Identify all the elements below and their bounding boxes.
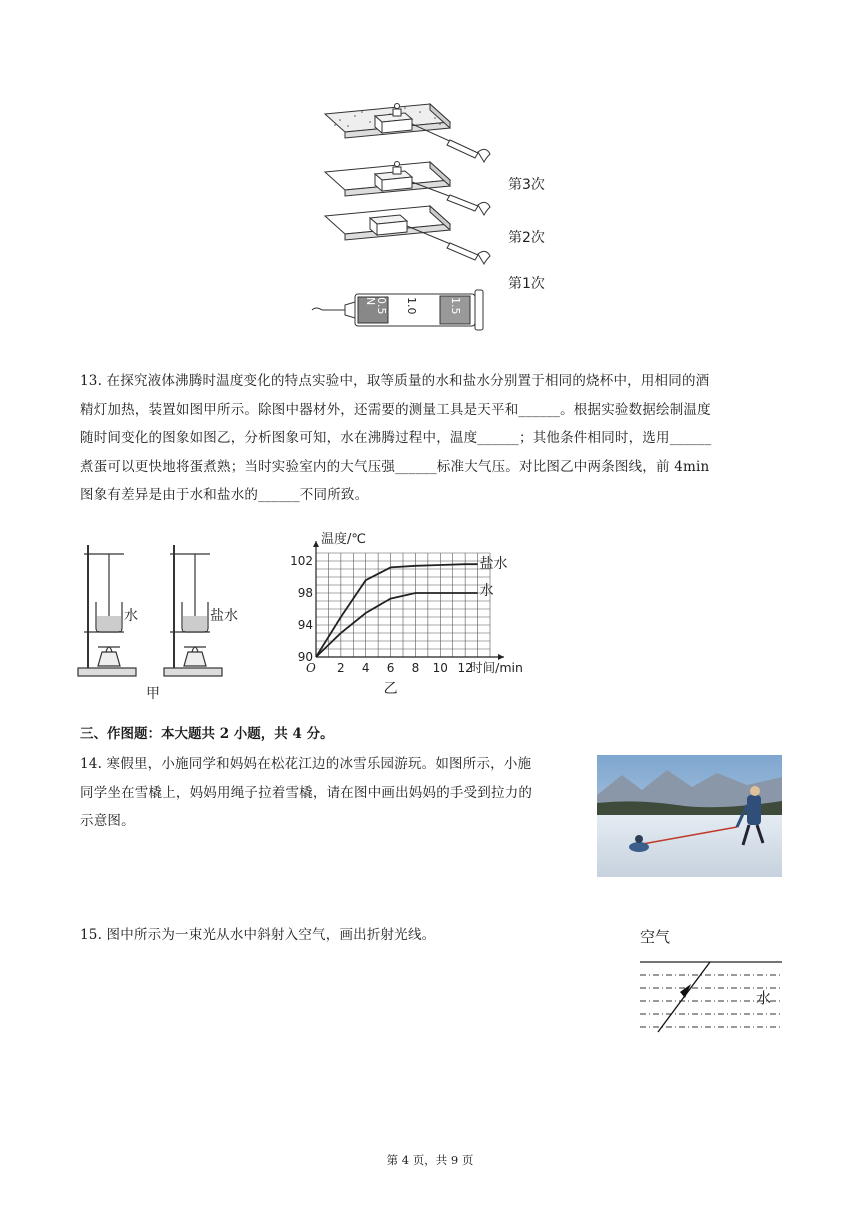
series-label: 盐水: [479, 556, 508, 573]
series-line-saltwater: [316, 564, 478, 657]
question-14: [80, 750, 590, 836]
scale-mark-1.0: 1.0: [405, 297, 418, 315]
figure-yi-caption: 乙: [383, 681, 398, 697]
series-label: 水: [479, 583, 494, 599]
scale-mark-0.5: 0.5: [375, 297, 388, 315]
q13-line: 图象有差异是由于水和盐水的______不同所致。: [80, 487, 369, 503]
y-tick-label: 98: [297, 586, 313, 600]
water-medium-label: 水: [756, 989, 772, 1007]
figure-jia-caption: 甲: [146, 686, 160, 702]
trial-2-label: 第2次: [508, 230, 545, 246]
x-axis-label: 时间/min: [470, 660, 523, 675]
q13-line: 13. 在探究液体沸腾时温度变化的特点实验中，取等质量的水和盐水分别置于相同的烧杯中，用相同的酒: [80, 373, 710, 389]
q14-line: 示意图。: [80, 813, 135, 829]
temperature-chart: [290, 532, 548, 705]
trial-1-label: 第1次: [508, 276, 545, 292]
y-axis-label: 温度/℃: [321, 532, 366, 547]
q14-line: 14. 寒假里，小施同学和妈妈在松花江边的冰雪乐园游玩。如图所示，小施: [80, 756, 532, 772]
trial-3-label: 第3次: [508, 177, 545, 193]
section-3-heading: 三、作图题：本大题共 2 小题，共 4 分。: [80, 726, 334, 742]
x-tick-label: 4: [361, 661, 370, 675]
page-footer: 第 4 页，共 9 页: [386, 1153, 474, 1167]
scale-mark-1.5: 1.5: [449, 297, 462, 315]
water-label: 水: [124, 608, 138, 624]
x-tick-label: 6: [386, 661, 395, 675]
q14-line: 同学坐在雪橇上，妈妈用绳子拉着雪橇，请在图中画出妈妈的手受到拉力的: [80, 784, 533, 801]
y-tick-label: 102: [290, 554, 313, 568]
air-label: 空气: [640, 928, 671, 946]
y-tick-label: 94: [297, 618, 313, 632]
x-tick-label: 12: [457, 661, 473, 675]
x-tick-label: 2: [337, 661, 345, 675]
origin-label: O: [306, 661, 316, 675]
q13-line: 随时间变化的图象如图乙，分析图象可知，水在沸腾过程中，温度______；其他条件相同时，选用______: [80, 430, 712, 446]
snow-sled-photo: [597, 755, 782, 877]
friction-experiment-figure: [300, 92, 600, 342]
x-tick-label: 8: [411, 661, 420, 675]
question-13: [80, 367, 790, 510]
q13-line: 精灯加热，装置如图甲所示。除图中器材外，还需要的测量工具是天平和______。根据实验数据绘制温度: [80, 401, 711, 418]
scale-unit: N: [364, 297, 377, 306]
x-tick-label: 10: [432, 661, 448, 675]
saltwater-label: 盐水: [210, 608, 238, 624]
refraction-figure: [636, 920, 786, 1040]
question-15: 15. 图中所示为一束光从水中斜射入空气，画出折射光线。: [80, 927, 436, 943]
y-tick-label: 90: [297, 650, 313, 664]
boiling-apparatus-figure: [76, 540, 266, 710]
q13-line: 煮蛋可以更快地将蛋煮熟；当时实验室内的大气压强______标准大气压。对比图乙中两条图线，前 4min: [80, 458, 710, 475]
y-axis-arrow: [313, 541, 319, 547]
